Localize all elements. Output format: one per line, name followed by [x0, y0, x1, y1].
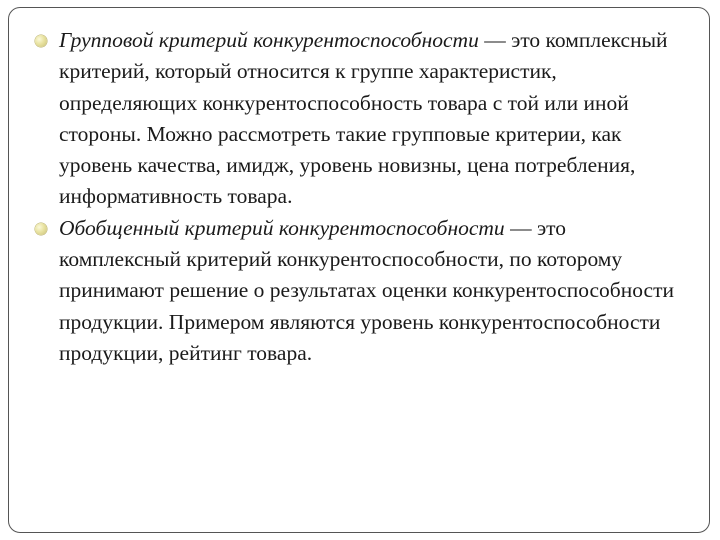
bullet-term: Обобщенный критерий конкурентоспособности [59, 215, 505, 240]
slide-frame [8, 7, 710, 533]
bullet-general-criterion [33, 213, 683, 369]
bullet-text: — это комплексный критерий конкурентоспособности, по которому принимают решение о результатах оценки конкурентоспособности продукции. Примером являются уровень конкурентоспособности продукции, рейтинг товара. [59, 215, 674, 365]
bullet-term: Групповой критерий конкурентоспособности [59, 28, 479, 52]
bullet-dot-icon [35, 35, 47, 47]
slide-content [33, 25, 683, 369]
bullet-dot-icon [35, 223, 47, 235]
bullet-group-criterion [33, 25, 683, 213]
bullet-text: — это комплексный критерий, который относится к группе характеристик, определяющих конкурентоспособность товара с той или иной стороны. Можно рассмотреть такие групповые критерии, как уровень качества, имидж, уровень новизны, цена потребления, информативность товара. [59, 28, 668, 209]
